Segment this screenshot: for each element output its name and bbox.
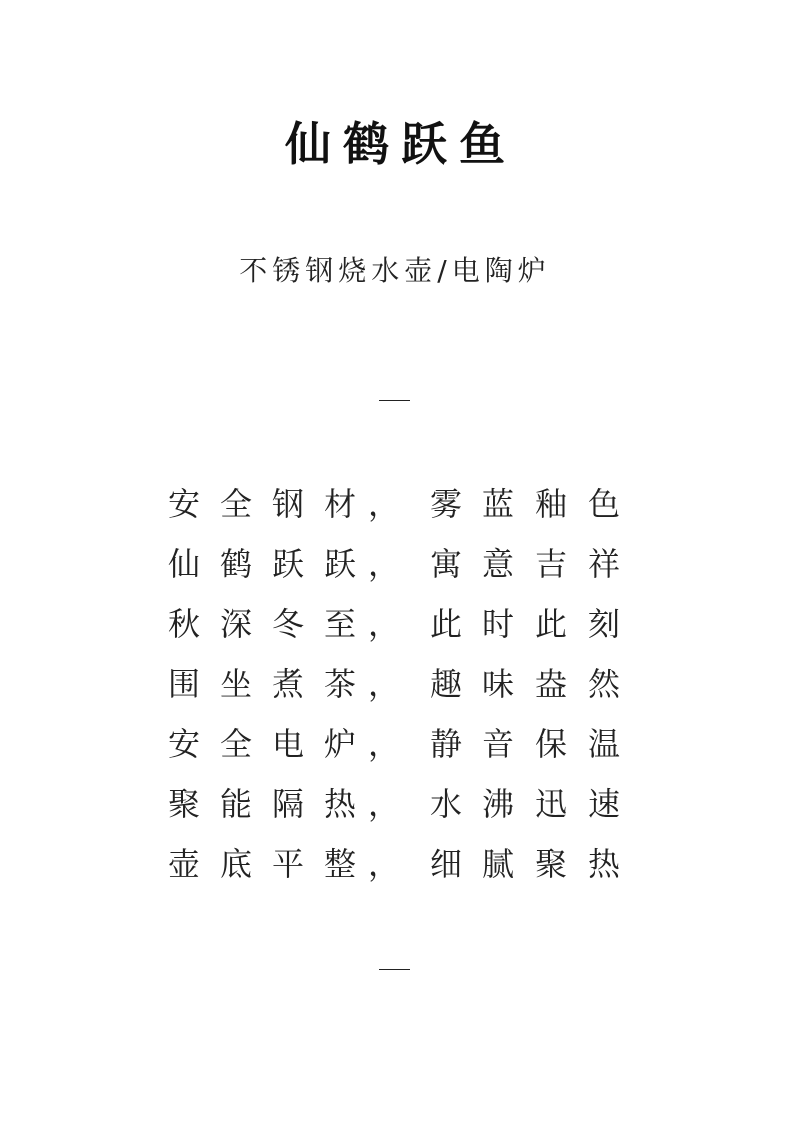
poem-char: 沸 bbox=[481, 785, 514, 823]
top-divider bbox=[379, 400, 410, 401]
page-title: 仙鹤跃鱼 bbox=[285, 116, 517, 171]
poem-char: 安 bbox=[167, 485, 200, 523]
poem-char: 然 bbox=[587, 665, 620, 703]
poem-char: 至 bbox=[323, 605, 356, 643]
poem-comma: ， bbox=[367, 665, 400, 703]
poem-char: 祥 bbox=[587, 545, 620, 583]
poem-char: 雾 bbox=[429, 485, 462, 523]
poem-char: 煮 bbox=[271, 665, 304, 703]
poem-char: 平 bbox=[271, 845, 304, 883]
poem-char: 时 bbox=[481, 605, 514, 643]
poem-char: 静 bbox=[429, 725, 462, 763]
poem-char: 坐 bbox=[219, 665, 252, 703]
page-subtitle: 不锈钢烧水壶/电陶炉 bbox=[239, 254, 551, 287]
poem-char: 意 bbox=[481, 545, 514, 583]
poem-line bbox=[0, 724, 790, 784]
poem-char: 盎 bbox=[534, 665, 567, 703]
poem-line bbox=[0, 604, 790, 664]
poem-char: 钢 bbox=[271, 485, 304, 523]
poem-char: 能 bbox=[219, 785, 252, 823]
poem-char: 深 bbox=[219, 605, 252, 643]
poem-char: 壶 bbox=[167, 845, 200, 883]
poem-char: 温 bbox=[587, 725, 620, 763]
poem-char: 围 bbox=[167, 665, 200, 703]
poem-char: 材 bbox=[323, 485, 356, 523]
poem-char: 热 bbox=[587, 845, 620, 883]
poem-char: 跃 bbox=[323, 545, 356, 583]
poem-char: 电 bbox=[271, 725, 304, 763]
poem-char: 趣 bbox=[429, 665, 462, 703]
poem-char: 聚 bbox=[167, 785, 200, 823]
poem-char: 迅 bbox=[534, 785, 567, 823]
poem-char: 全 bbox=[219, 725, 252, 763]
poem-char: 釉 bbox=[534, 485, 567, 523]
poem-char: 水 bbox=[429, 785, 462, 823]
poem-char: 此 bbox=[534, 605, 567, 643]
poem-char: 蓝 bbox=[481, 485, 514, 523]
poem-line bbox=[0, 784, 790, 844]
poem-char: 热 bbox=[323, 785, 356, 823]
poem-line bbox=[0, 664, 790, 724]
poem-char: 安 bbox=[167, 725, 200, 763]
poem-block bbox=[0, 484, 790, 904]
poem-line bbox=[0, 844, 790, 904]
poem-char: 茶 bbox=[323, 665, 356, 703]
poem-char: 色 bbox=[587, 485, 620, 523]
poem-char: 吉 bbox=[534, 545, 567, 583]
poem-comma: ， bbox=[367, 785, 400, 823]
poem-char: 腻 bbox=[481, 845, 514, 883]
poem-comma: ， bbox=[367, 725, 400, 763]
poem-char: 底 bbox=[219, 845, 252, 883]
poem-comma: ， bbox=[367, 545, 400, 583]
poem-char: 全 bbox=[219, 485, 252, 523]
poem-char: 整 bbox=[323, 845, 356, 883]
poem-char: 速 bbox=[587, 785, 620, 823]
poem-char: 隔 bbox=[271, 785, 304, 823]
poem-char: 味 bbox=[481, 665, 514, 703]
poem-char: 刻 bbox=[587, 605, 620, 643]
poem-comma: ， bbox=[367, 845, 400, 883]
poem-char: 寓 bbox=[429, 545, 462, 583]
poem-comma: ， bbox=[367, 605, 400, 643]
poem-char: 仙 bbox=[167, 545, 200, 583]
poem-line bbox=[0, 484, 790, 544]
poem-char: 冬 bbox=[271, 605, 304, 643]
poem-char: 跃 bbox=[271, 545, 304, 583]
poem-char: 细 bbox=[429, 845, 462, 883]
poem-line bbox=[0, 544, 790, 604]
poem-comma: ， bbox=[367, 485, 400, 523]
poem-char: 此 bbox=[429, 605, 462, 643]
poem-char: 炉 bbox=[323, 725, 356, 763]
poem-char: 保 bbox=[534, 725, 567, 763]
poem-char: 秋 bbox=[167, 605, 200, 643]
poem-char: 音 bbox=[481, 725, 514, 763]
bottom-divider bbox=[379, 969, 410, 970]
poem-char: 聚 bbox=[534, 845, 567, 883]
poem-char: 鹤 bbox=[219, 545, 252, 583]
